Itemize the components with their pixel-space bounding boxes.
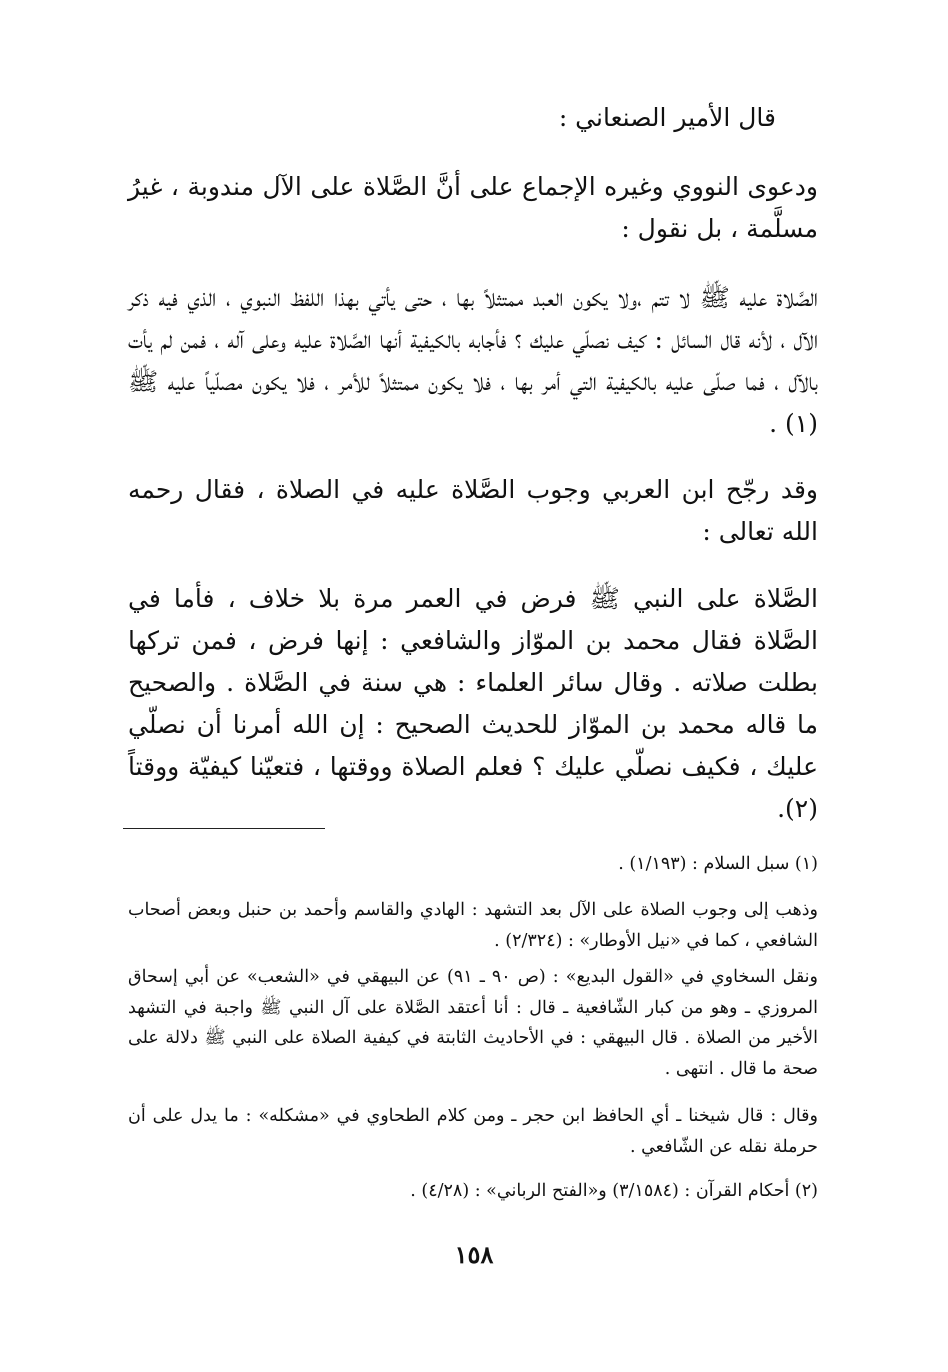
footnote-separator <box>123 828 325 829</box>
page-number: ١٥٨ <box>454 1240 494 1269</box>
footnote-1-continuation-c: وقال : قال شيخنا ـ أي الحافظ ابن حجر ـ ومن كلام الطحاوي في «مشكله» : ما يدل على أن حرملة نقله عن الشّافعي . <box>128 1106 818 1157</box>
section-heading: قال الأمير الصنعاني : <box>558 103 776 132</box>
footnote-1-continuation-b: ونقل السخاوي في «القول البديع» : (ص ٩٠ ـ ٩١) عن البيهقي في «الشعب» عن أبي إسحاق المروزي ـ وهو من كبار الشّافعية ـ قال : أنا أعتقد الصَّلاة على آل النبي ﷺ واجبة في التشهد الأخير من الصلاة . قال البيهقي : في الأحاديث الثابتة في كيفية الصلاة على النبي ﷺ دلالة على صحة ما قال . انتهى . <box>128 967 818 1079</box>
paragraph-1: ودعوى النووي وغيره الإجماع على أنَّ الصَّلاة على الآل مندوبة ، غيرُ مسلَّمة ، بل نقول : <box>128 172 818 243</box>
paragraph-2: الصَّلاة عليه ﷺ لا تتم ،ولا يكون العبد ممتثلاً بها ، حتى يأتي بهذا اللفظ النبوي ، الذي فيه ذكر الآل ، لأنه قال السائل : كيف نصلّي عليك ؟ فأجابه بالكيفية أنها الصَّلاة عليه وعلى آله ، فمن لم يأت بالآل ، فما صلّى عليه بالكيفية التي أمر بها ، فلا يكون ممتثلاً للأمر ، فلا يكون مصلّياً عليه ﷺ (١) . <box>128 283 818 438</box>
footnote-2: (٢) أحكام القرآن : (٣/١٥٨٤) و«الفتح الرباني» : (٤/٢٨) . <box>410 1181 818 1201</box>
paragraph-3: وقد رجّح ابن العربي وجوب الصَّلاة عليه في الصلاة ، فقال رحمه الله تعالى : <box>128 475 818 546</box>
footnote-1: (١) سبل السلام : (١/١٩٣) . <box>618 854 818 874</box>
footnote-1-continuation-a: وذهب إلى وجوب الصلاة على الآل بعد التشهد : الهادي والقاسم وأحمد بن حنبل وبعض أصحاب الشافعي ، كما في «نيل الأوطار» : (٢/٣٢٤) . <box>128 900 818 951</box>
paragraph-4: الصَّلاة على النبي ﷺ فرض في العمر مرة بلا خلاف ، فأما في الصَّلاة فقال محمد بن الموّاز والشافعي : إنها فرض ، فمن تركها بطلت صلاته . وقال سائر العلماء : هي سنة في الصَّلاة . والصحيح ما قاله محمد بن الموّاز للحديث الصحيح : إن الله أمرنا أن نصلّي عليك ، فكيف نصلّي عليك ؟ فعلم الصلاة ووقتها ، فتعيّنا كيفيّة ووقتاً (٢). <box>128 584 818 823</box>
